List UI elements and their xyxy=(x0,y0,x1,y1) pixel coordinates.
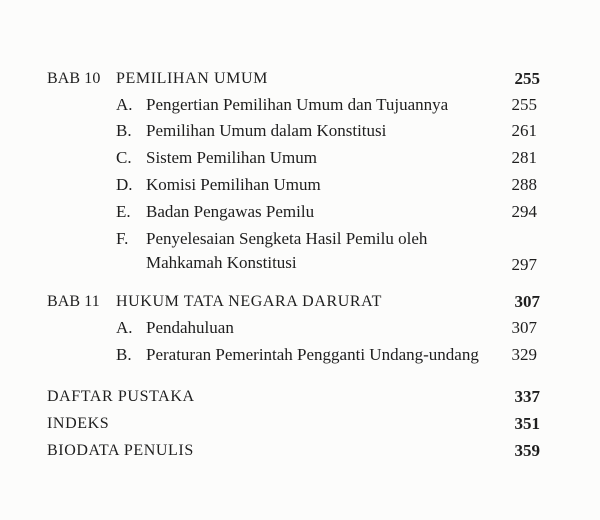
section-row xyxy=(0,118,600,144)
section-page-number: 294 xyxy=(511,202,537,221)
section-row xyxy=(0,342,600,368)
section-page-number: 261 xyxy=(511,121,537,140)
section-letter: F. xyxy=(116,229,129,248)
back-matter-row xyxy=(0,384,600,410)
section-letter: B. xyxy=(116,345,132,364)
section-row xyxy=(0,315,600,341)
chapter-row xyxy=(0,289,600,315)
chapter-title: PEMILIHAN UMUM xyxy=(116,70,268,87)
section-letter: C. xyxy=(116,148,132,167)
section-letter: E. xyxy=(116,202,131,221)
back-matter-title: INDEKS xyxy=(47,415,110,432)
chapter-number: BAB 10 xyxy=(47,70,101,87)
section-page-number: 288 xyxy=(511,175,537,194)
chapter-number: BAB 11 xyxy=(47,293,100,310)
section-title: Pengertian Pemilihan Umum dan Tujuannya xyxy=(146,95,449,114)
section-title: Pendahuluan xyxy=(146,318,234,337)
section-row-continuation xyxy=(0,250,600,276)
back-matter-page-number: 351 xyxy=(514,414,540,433)
section-letter: A. xyxy=(116,318,133,337)
back-matter-title: BIODATA PENULIS xyxy=(47,442,194,459)
section-page-number: 307 xyxy=(511,318,537,337)
section-title: Pemilihan Umum dalam Konstitusi xyxy=(146,121,387,140)
section-title: Peraturan Pemerintah Pengganti Undang-undang xyxy=(146,345,479,364)
back-matter-row xyxy=(0,411,600,437)
section-letter: A. xyxy=(116,95,133,114)
section-page-number: 281 xyxy=(511,148,537,167)
section-row xyxy=(0,199,600,225)
section-title: Badan Pengawas Pemilu xyxy=(146,202,315,221)
section-title-line2: Mahkamah Konstitusi xyxy=(146,253,297,272)
section-title: Sistem Pemilihan Umum xyxy=(146,148,317,167)
chapter-page-number: 255 xyxy=(514,69,540,88)
section-letter: D. xyxy=(116,175,133,194)
section-row xyxy=(0,226,600,252)
section-title: Komisi Pemilihan Umum xyxy=(146,175,321,194)
section-row xyxy=(0,92,600,118)
back-matter-row xyxy=(0,438,600,464)
section-page-number: 297 xyxy=(511,255,537,274)
section-row xyxy=(0,145,600,171)
chapter-row xyxy=(0,66,600,92)
chapter-page-number: 307 xyxy=(514,292,540,311)
section-page-number: 255 xyxy=(511,95,537,114)
back-matter-page-number: 359 xyxy=(514,441,540,460)
chapter-title: HUKUM TATA NEGARA DARURAT xyxy=(116,293,382,310)
section-title: Penyelesaian Sengketa Hasil Pemilu oleh xyxy=(146,229,428,248)
section-page-number: 329 xyxy=(511,345,537,364)
section-row xyxy=(0,172,600,198)
back-matter-page-number: 337 xyxy=(514,387,540,406)
section-letter: B. xyxy=(116,121,132,140)
back-matter-title: DAFTAR PUSTAKA xyxy=(47,388,195,405)
